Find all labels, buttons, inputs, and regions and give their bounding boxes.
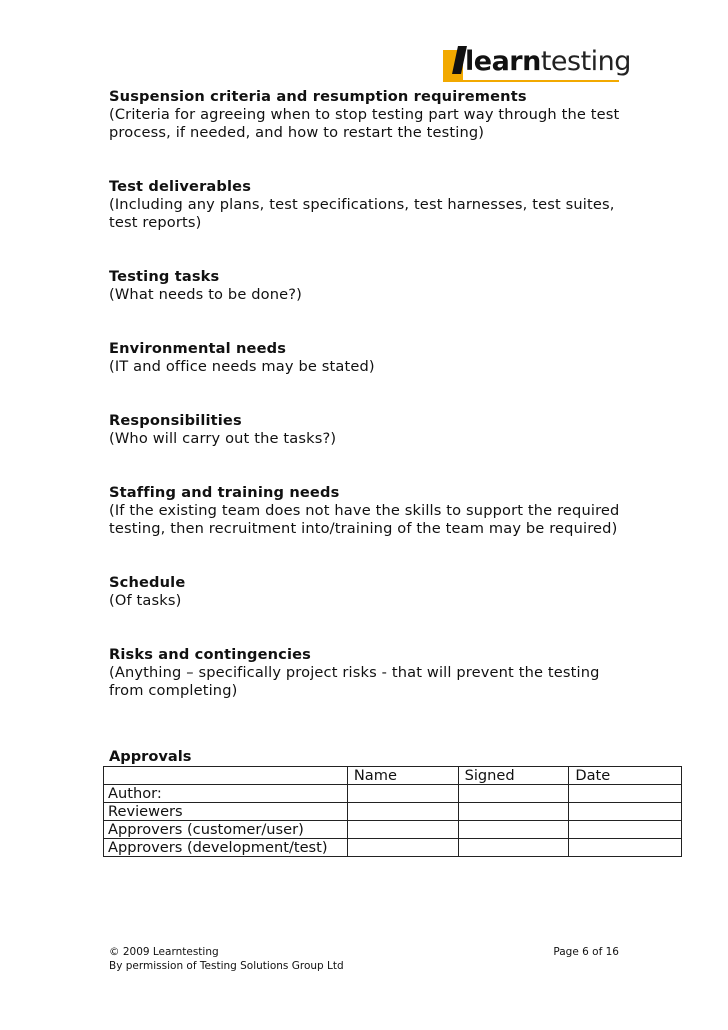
- section-description: (What needs to be done?): [109, 286, 303, 303]
- header-cell-date: Date: [569, 767, 682, 785]
- date-cell: [569, 785, 682, 803]
- section-heading: Risks and contingencies: [109, 646, 312, 663]
- section-description: (Anything – specifically project risks - that will prevent the testing from completing): [109, 664, 600, 699]
- section-risks-contingencies: [109, 646, 629, 700]
- section-staffing-training: [109, 484, 629, 538]
- table-row: [104, 821, 682, 839]
- signed-cell: [458, 785, 569, 803]
- section-schedule: [109, 574, 629, 610]
- document-body: [109, 88, 629, 736]
- section-description: (Who will carry out the tasks?): [109, 430, 337, 447]
- signed-cell: [458, 821, 569, 839]
- name-cell: [347, 821, 458, 839]
- section-responsibilities: [109, 412, 629, 448]
- section-description: (Including any plans, test specifications, test harnesses, test suites, test reports): [109, 196, 615, 231]
- section-description: (Of tasks): [109, 592, 182, 609]
- table-header-row: [104, 767, 682, 785]
- name-cell: [347, 785, 458, 803]
- table-row: [104, 839, 682, 857]
- footer-copyright: © 2009 Learntesting: [109, 946, 219, 958]
- role-cell: Author:: [104, 785, 348, 803]
- section-heading: Responsibilities: [109, 412, 242, 429]
- name-cell: [347, 839, 458, 857]
- section-description: (IT and office needs may be stated): [109, 358, 375, 375]
- role-cell: Reviewers: [104, 803, 348, 821]
- role-cell: Approvers (development/test): [104, 839, 348, 857]
- header-cell-signed: Signed: [458, 767, 569, 785]
- date-cell: [569, 839, 682, 857]
- signed-cell: [458, 803, 569, 821]
- signed-cell: [458, 839, 569, 857]
- logo-wordmark: learntesting: [465, 46, 631, 77]
- header-cell-name: Name: [347, 767, 458, 785]
- section-description: (If the existing team does not have the skills to support the required testing, then recruitment into/training of the team may be required): [109, 502, 620, 537]
- section-suspension-criteria: [109, 88, 629, 142]
- table-row: [104, 803, 682, 821]
- table-row: [104, 785, 682, 803]
- page-number: Page 6 of 16: [553, 946, 619, 958]
- section-description: (Criteria for agreeing when to stop testing part way through the test process, if needed, and how to restart the testing): [109, 106, 620, 141]
- section-testing-tasks: [109, 268, 629, 304]
- section-test-deliverables: [109, 178, 629, 232]
- role-cell: Approvers (customer/user): [104, 821, 348, 839]
- date-cell: [569, 821, 682, 839]
- footer-permission: By permission of Testing Solutions Group Ltd: [109, 960, 344, 972]
- section-heading: Suspension criteria and resumption requirements: [109, 88, 527, 105]
- section-heading: Environmental needs: [109, 340, 287, 357]
- page-footer: [109, 945, 619, 973]
- logo-underline: [443, 80, 619, 82]
- section-heading: Test deliverables: [109, 178, 252, 195]
- name-cell: [347, 803, 458, 821]
- section-heading: Schedule: [109, 574, 186, 591]
- learntesting-logo: [443, 46, 631, 82]
- header-cell: [104, 767, 348, 785]
- section-heading: Testing tasks: [109, 268, 220, 285]
- date-cell: [569, 803, 682, 821]
- approvals-table: [103, 766, 682, 857]
- approvals-title: Approvals: [109, 748, 192, 765]
- section-heading: Staffing and training needs: [109, 484, 340, 501]
- section-environmental-needs: [109, 340, 629, 376]
